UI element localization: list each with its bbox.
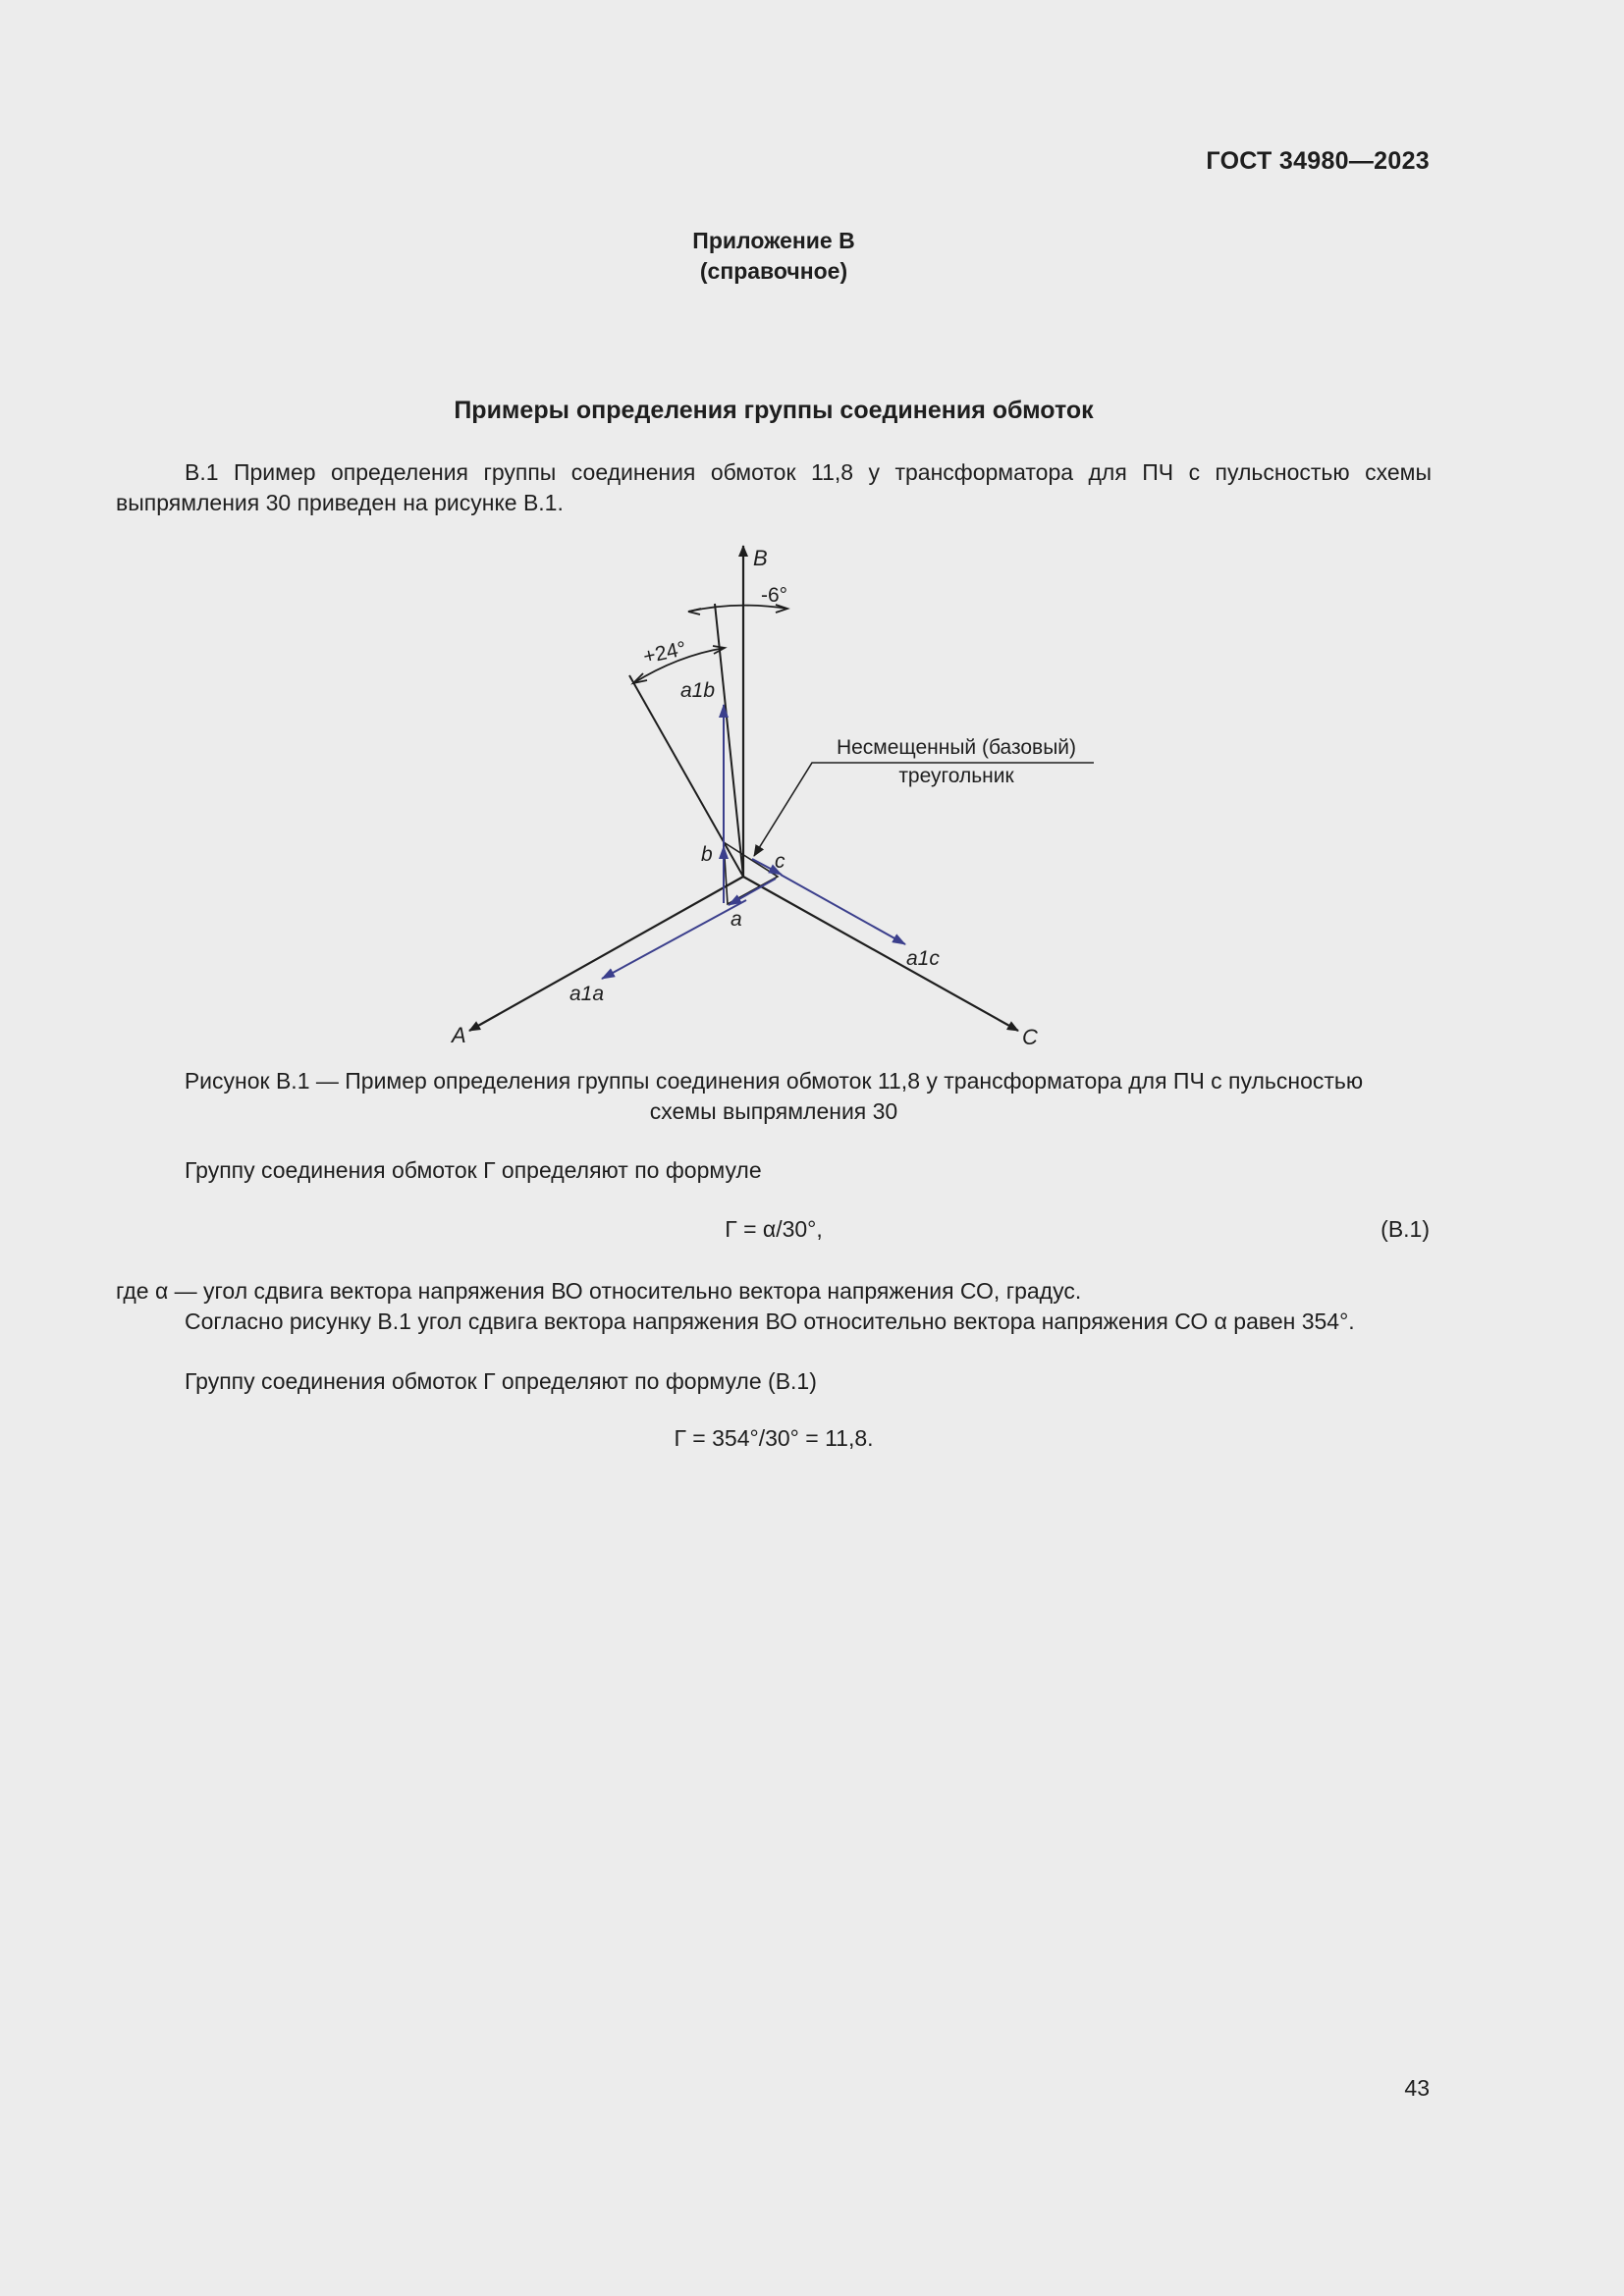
formula-ref-text: Группу соединения обмоток Г определяют по формуле (В.1): [185, 1368, 817, 1394]
figure-caption-line1: Рисунок В.1 — Пример определения группы соединения обмоток 11,8 у трансформатора для ПЧ с пульсностью: [184, 1068, 1364, 1094]
formula-intro-text: Группу соединения обмоток Г определяют по формуле: [185, 1157, 762, 1183]
label-b: b: [701, 843, 713, 866]
vector-a1c: [781, 875, 905, 944]
formula-result: Г = 354°/30° = 11,8.: [674, 1425, 874, 1451]
formula-b1: Г = α/30°,: [725, 1216, 823, 1242]
label-a: a: [731, 908, 742, 931]
vector-diagram: [0, 0, 1624, 1060]
label-a-axis: A: [452, 1023, 466, 1047]
figure-caption-line2: схемы выпрямления 30: [649, 1098, 898, 1124]
where-text: где α — угол сдвига вектора напряжения ВО относительно вектора напряжения СО, градус.: [116, 1278, 1082, 1304]
appendix-title: Приложение В: [692, 228, 855, 253]
label-c-axis: C: [1022, 1025, 1038, 1049]
paragraph-b1: В.1 Пример определения группы соединения обмоток 11,8 у трансформатора для ПЧ с пульсностью схемы выпрямления 30 приведен на рисунке В.1.: [116, 459, 1432, 515]
vector-a1a: [602, 900, 746, 979]
callout-label-line1: Несмещенный (базовый): [836, 736, 1077, 759]
label-a1c: a1c: [906, 947, 940, 970]
page-number: 43: [1404, 2075, 1430, 2101]
appendix-subtitle: (справочное): [699, 258, 848, 284]
according-text: Согласно рисунку В.1 угол сдвига вектора напряжения ВО относительно вектора напряжения СО α равен 354°.: [185, 1308, 1355, 1334]
label-angle-plus24: +24°: [641, 637, 689, 668]
label-angle-minus6: -6°: [761, 584, 788, 607]
label-a1b: a1b: [680, 679, 716, 702]
formula-b1-number: (В.1): [1380, 1216, 1430, 1242]
axis-a: [469, 877, 743, 1031]
section-title: Примеры определения группы соединения обмоток: [454, 397, 1094, 424]
figure-caption: [116, 1066, 1432, 1127]
label-c: c: [775, 850, 785, 873]
label-a1a: a1a: [569, 983, 605, 1005]
base-triangle: [724, 842, 778, 904]
axis-c: [743, 877, 1018, 1031]
standard-number: ГОСТ 34980—2023: [1206, 147, 1430, 175]
label-b-axis: B: [753, 546, 768, 570]
callout-label-line2: треугольник: [898, 765, 1014, 787]
